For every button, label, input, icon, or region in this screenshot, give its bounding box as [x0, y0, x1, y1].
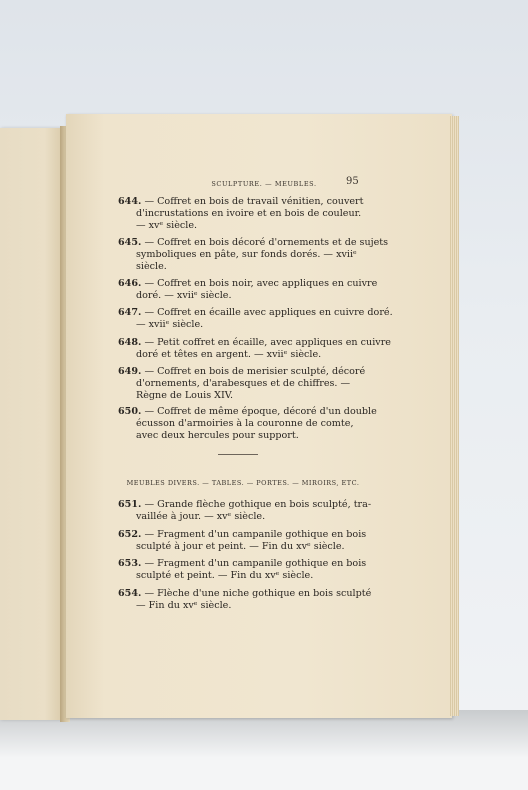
left-page: [0, 128, 64, 720]
entry-line: sculpté à jour et peint. — Fin du xvᵉ siècle.: [136, 541, 345, 552]
entry-line: — Fin du xvᵉ siècle.: [136, 600, 232, 611]
entry-line: — Fragment d'un campanile gothique en bois: [144, 529, 367, 540]
catalog-entry: [118, 278, 378, 302]
entry-line: symboliques en pâte, sur fonds dorés. — xviiᵉ: [136, 249, 357, 260]
running-head: SCULPTURE. — MEUBLES.: [211, 180, 317, 188]
entry-line: d'incrustations en ivoire et en bois de couleur.: [136, 208, 362, 219]
entry-line: — Coffret en bois de travail vénitien, couvert: [144, 196, 364, 207]
catalog-entry: [118, 529, 368, 553]
entry-number: 645.: [118, 237, 142, 248]
catalog-entry: [118, 558, 368, 582]
catalog-entry: [118, 337, 391, 361]
entry-line: — Coffret en bois noir, avec appliques en cuivre: [144, 278, 378, 289]
entry-line: — Flèche d'une niche gothique en bois sculpté: [144, 588, 372, 599]
section-divider: [218, 454, 258, 455]
entry-line: écusson d'armoiries à la couronne de comte,: [136, 418, 354, 429]
entry-number: 654.: [118, 588, 142, 599]
catalog-entry: [118, 406, 377, 442]
catalog-entry: [118, 499, 372, 523]
entry-line: — Fragment d'un campanile gothique en bois: [144, 558, 367, 569]
entry-number: 653.: [118, 558, 142, 569]
entry-line: doré et têtes en argent. — xviiᵉ siècle.: [136, 349, 322, 360]
entry-number: 646.: [118, 278, 142, 289]
entry-number: 651.: [118, 499, 142, 510]
entry-line: siècle.: [136, 261, 167, 272]
entry-number: 648.: [118, 337, 142, 348]
catalog-entry: [118, 588, 372, 612]
entry-line: — Coffret en bois décoré d'ornements et de sujets: [144, 237, 389, 248]
entry-line: sculpté et peint. — Fin du xvᵉ siècle.: [136, 570, 314, 581]
entry-line: doré. — xviiᵉ siècle.: [136, 290, 232, 301]
entry-number: 649.: [118, 366, 142, 377]
catalog-entry: [118, 196, 368, 232]
section-heading: MEUBLES DIVERS. — TABLES. — PORTES. — MIROIRS, ETC.: [126, 479, 360, 487]
entry-line: — xvᵉ siècle.: [136, 220, 198, 231]
entry-number: 650.: [118, 406, 142, 417]
table-surface: [0, 710, 528, 790]
entry-line: — Coffret en écaille avec appliques en cuivre doré.: [144, 307, 393, 318]
entry-line: — Petit coffret en écaille, avec appliques en cuivre: [144, 337, 391, 348]
entry-number: 647.: [118, 307, 142, 318]
entry-number: 652.: [118, 529, 142, 540]
entry-line: — xviiᵉ siècle.: [136, 319, 204, 330]
page-edges: [450, 116, 459, 716]
entry-line: Règne de Louis XIV.: [136, 390, 234, 401]
catalog-entry: [118, 237, 389, 273]
entry-number: 644.: [118, 196, 142, 207]
entry-line: — Grande flèche gothique en bois sculpté, tra-: [144, 499, 372, 510]
catalog-entry: [118, 307, 393, 331]
entry-line: — Coffret en bois de merisier sculpté, décoré: [144, 366, 366, 377]
page-number: 95: [346, 176, 359, 187]
entry-line: avec deux hercules pour support.: [136, 430, 299, 441]
entry-line: d'ornements, d'arabesques et de chiffres. —: [136, 378, 351, 389]
entry-line: — Coffret de même époque, décoré d'un double: [144, 406, 377, 417]
catalog-entry: [118, 366, 368, 402]
entry-line: vaillée à jour. — xvᵉ siècle.: [136, 511, 266, 522]
